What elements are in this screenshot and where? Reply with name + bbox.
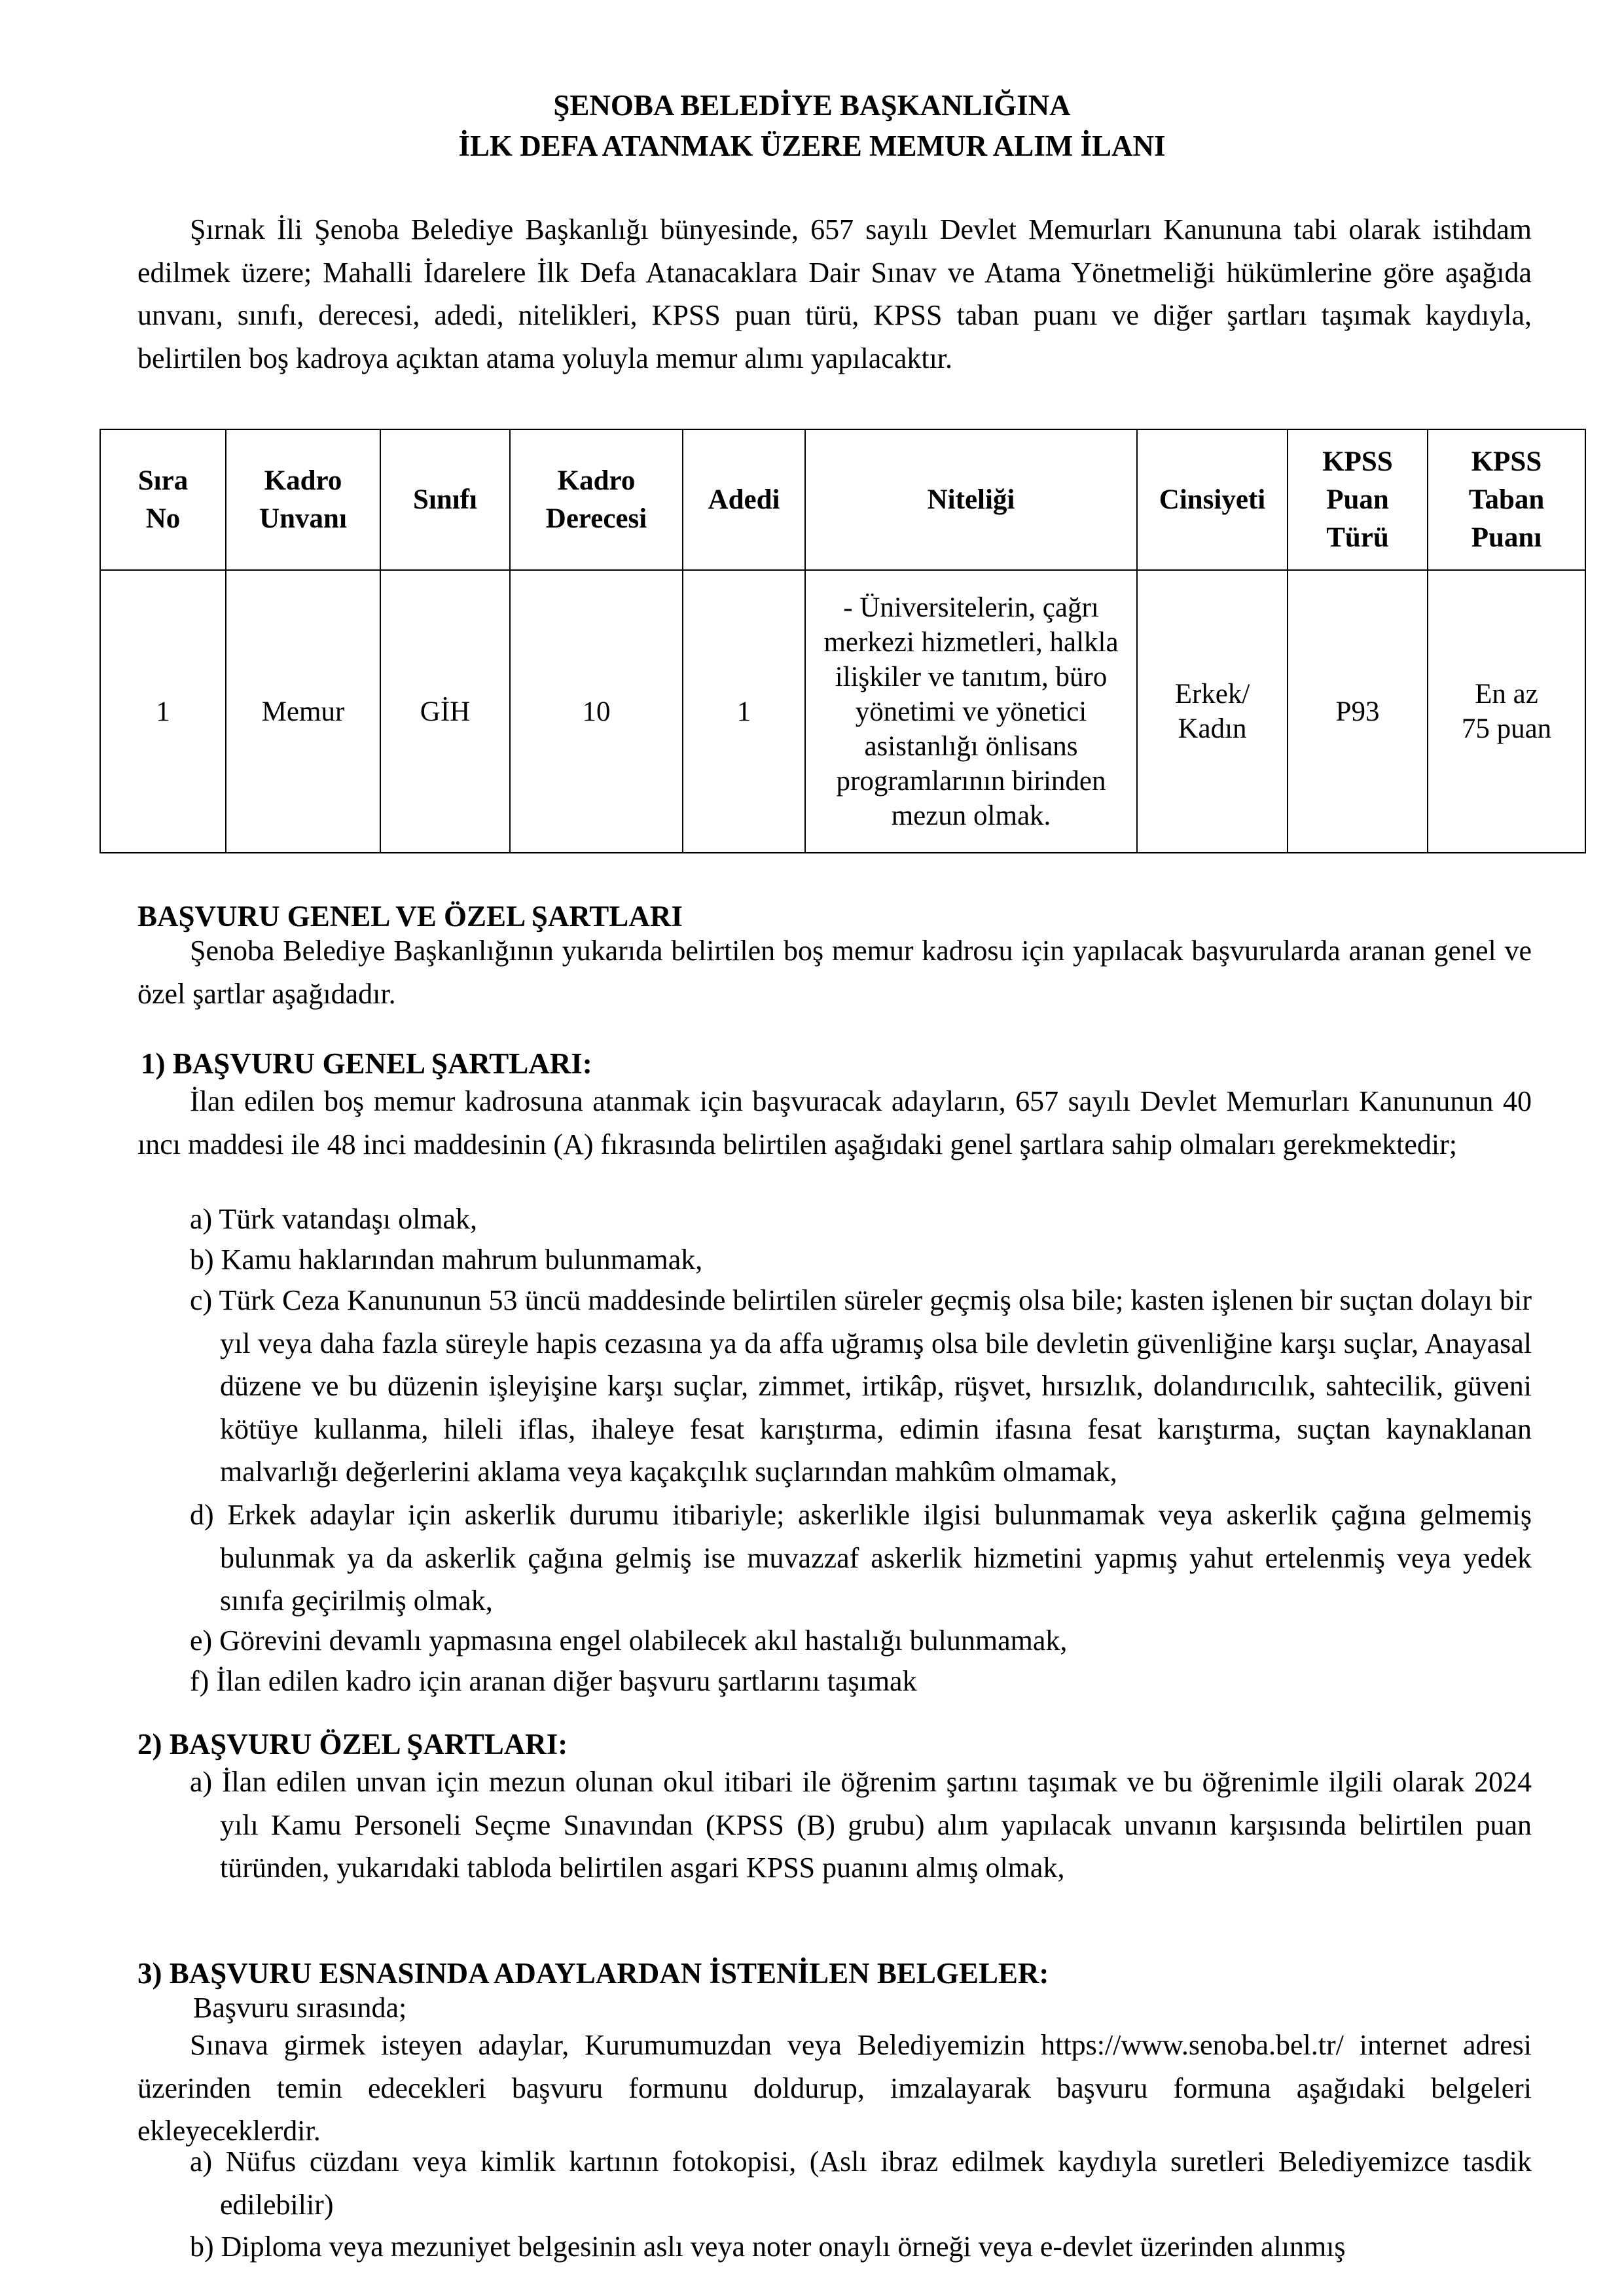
- section3-heading: 3) BAŞVURU ESNASINDA ADAYLARDAN İSTENİLEN BELGELER:: [137, 1957, 1049, 1990]
- cell-sinif: GİH: [380, 570, 510, 853]
- header-sira-no: Sıra No: [100, 429, 226, 570]
- section1-paragraph: İlan edilen boş memur kadrosuna atanmak için başvuracak adayların, 657 sayılı Devlet Memurları Kanununun 40 ıncı maddesi ile 48 inci maddesinin (A) fıkrasında belirtilen aşağıdaki genel şartlara sahip olmaları gerekmektedir;: [137, 1085, 1532, 1160]
- intro-paragraph: Şırnak İli Şenoba Belediye Başkanlığı bünyesinde, 657 sayılı Devlet Memurları Kanununa tabi olarak istihdam edilmek üzere; Mahalli İdarelere İlk Defa Atanacaklara Dair Sınav ve Atama Yönetmeliği hükümlerine göre aşağıda unvanı, sınıfı, derecesi, adedi, nitelikleri, KPSS puan türü, KPSS taban puanı ve diğer şartları taşımak kaydıyla, belirtilen boş kadroya açıktan atama yoluyla memur alımı yapılacaktır.: [137, 213, 1532, 374]
- section2-item-a: a) İlan edilen unvan için mezun olunan okul itibari ile öğrenim şartını taşımak ve bu öğrenimle ilgili olarak 2024 yılı Kamu Personeli Seçme Sınavından (KPSS (B) grubu) alım yapılacak unvanın karşısında belirtilen puan türünden, yukarıdaki tabloda belirtilen asgari KPSS puanını almış olmak,: [190, 1766, 1532, 1884]
- section1-heading: 1) BAŞVURU GENEL ŞARTLARI:: [141, 1047, 592, 1080]
- section3-lead: Başvuru sırasında;: [193, 1992, 407, 2024]
- section3-item-b: b) Diploma veya mezuniyet belgesinin aslı veya noter onaylı örneği veya e-devlet üzerinden alınmış: [190, 2231, 1346, 2263]
- section1-item-a: a) Türk vatandaşı olmak,: [190, 1203, 478, 1235]
- general-paragraph: Şenoba Belediye Başkanlığının yukarıda belirtilen boş memur kadrosu için yapılacak başvurularda aranan genel ve özel şartlar aşağıdadır.: [137, 935, 1532, 1010]
- cell-adet: 1: [683, 570, 805, 853]
- section3-item-a: a) Nüfus cüzdanı veya kimlik kartının fotokopisi, (Aslı ibraz edilmek kaydıyla suretleri Belediyemizce tasdik edilebilir): [190, 2145, 1532, 2221]
- section1-item-c: c) Türk Ceza Kanununun 53 üncü maddesinde belirtilen süreler geçmiş olsa bile; kasten işlenen bir suçtan dolayı bir yıl veya daha fazla süreyle hapis cezasına ya da affa uğramış olsa bile devletin güvenliğine karşı suçlar, Anayasal düzene ve bu düzenin işleyişine karşı suçlar, zimmet, irtikâp, rüşvet, hırsızlık, dolandırıcılık, sahtecilik, güveni kötüye kullanma, hileli iflas, ihaleye fesat karıştırma, edimin ifasına fesat karıştırma, suçtan kaynaklanan malvarlığı değerlerini aklama veya kaçakçılık suçlarından mahkûm olmamak,: [190, 1284, 1532, 1488]
- section1-item-b: b) Kamu haklarından mahrum bulunmamak,: [190, 1244, 703, 1276]
- header-kadro-unvani: Kadro Unvanı: [226, 429, 380, 570]
- header-adedi: Adedi: [683, 429, 805, 570]
- cell-taban-puan: En az 75 puan: [1428, 570, 1585, 853]
- table-header-row: [100, 429, 1585, 570]
- header-kpss-taban-puani: KPSS Taban Puanı: [1428, 429, 1585, 570]
- document-title-line2: İLK DEFA ATANMAK ÜZERE MEMUR ALIM İLANI: [458, 130, 1166, 162]
- position-table: [99, 429, 1586, 853]
- document-title-line1: ŞENOBA BELEDİYE BAŞKANLIĞINA: [553, 89, 1071, 122]
- header-kadro-derecesi: Kadro Derecesi: [510, 429, 683, 570]
- cell-unvan: Memur: [226, 570, 380, 853]
- general-heading: BAŞVURU GENEL VE ÖZEL ŞARTLARI: [137, 900, 683, 933]
- section1-item-e: e) Görevini devamlı yapmasına engel olabilecek akıl hastalığı bulunmamak,: [190, 1624, 1068, 1657]
- section1-item-f: f) İlan edilen kadro için aranan diğer başvuru şartlarını taşımak: [190, 1665, 917, 1697]
- header-cinsiyeti: Cinsiyeti: [1137, 429, 1288, 570]
- cell-nitelik: - Üniversitelerin, çağrı merkezi hizmetleri, halkla ilişkiler ve tanıtım, büro yönetimi ve yönetici asistanlığı önlisans programlarının birinden mezun olmak.: [805, 570, 1137, 853]
- section3-paragraph: Sınava girmek isteyen adaylar, Kurumumuzdan veya Belediyemizin https://www.senoba.bel.tr/ internet adresi üzerinden temin edecekleri başvuru formunu doldurup, imzalayarak başvuru formuna aşağıdaki belgeleri ekleyeceklerdir.: [137, 2029, 1532, 2147]
- section2-heading: 2) BAŞVURU ÖZEL ŞARTLARI:: [137, 1728, 568, 1761]
- cell-derece: 10: [510, 570, 683, 853]
- header-sinifi: Sınıfı: [380, 429, 510, 570]
- table-row: [100, 570, 1585, 853]
- header-niteligi: Niteliği: [805, 429, 1137, 570]
- cell-cinsiyet: Erkek/ Kadın: [1137, 570, 1288, 853]
- header-kpss-puan-turu: KPSS Puan Türü: [1288, 429, 1428, 570]
- cell-puan-turu: P93: [1288, 570, 1428, 853]
- section1-item-d: d) Erkek adaylar için askerlik durumu itibariyle; askerlikle ilgisi bulunmamak veya askerlik çağına gelmemiş bulunmak ya da askerlik çağına gelmiş ise muvazzaf askerlik hizmetini yapmış yahut ertelenmiş veya yedek sınıfa geçirilmiş olmak,: [190, 1499, 1532, 1617]
- cell-sira: 1: [100, 570, 226, 853]
